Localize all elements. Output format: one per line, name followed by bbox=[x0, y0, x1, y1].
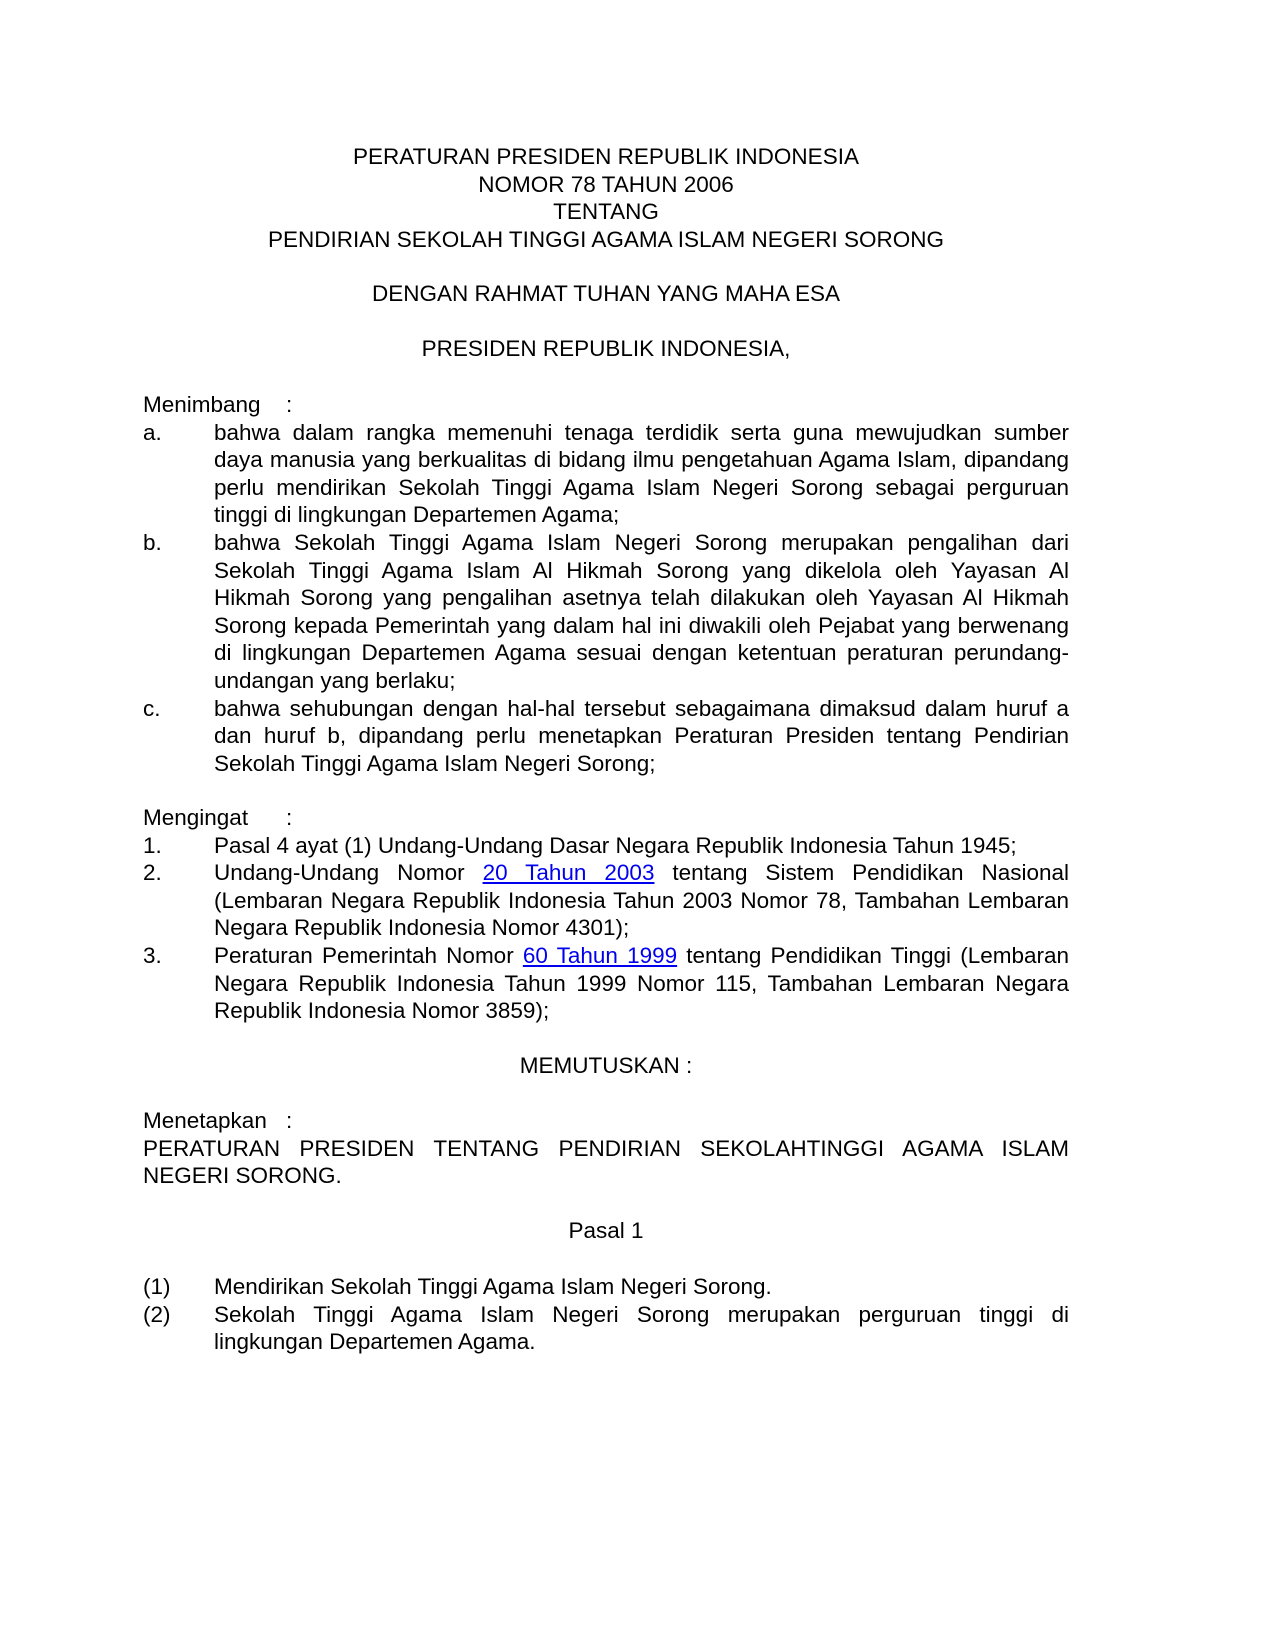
item-number: 1. bbox=[143, 832, 162, 858]
rahmat-line: DENGAN RAHMAT TUHAN YANG MAHA ESA bbox=[371, 281, 840, 306]
text-segment: Pasal 4 ayat (1) Undang-Undang Dasar Negara Republik Indonesia Tahun 1945; bbox=[214, 832, 1017, 858]
title-line: NOMOR 78 TAHUN 2006 bbox=[478, 171, 734, 197]
list-item bbox=[143, 529, 1069, 695]
colon: : bbox=[286, 805, 293, 830]
memutuskan-heading: MEMUTUSKAN : bbox=[519, 1053, 693, 1078]
item-text bbox=[214, 832, 1069, 860]
uu-20-2003-link[interactable]: 20 Tahun 2003 bbox=[482, 860, 655, 886]
colon: : bbox=[286, 392, 293, 417]
item-text: Sekolah Tinggi Agama Islam Negeri Sorong merupakan perguruan tinggi di lingkungan Departemen Agama. bbox=[214, 1301, 1069, 1355]
item-text: bahwa sehubungan dengan hal-hal tersebut sebagaimana dimaksud dalam huruf a dan huruf b, dipandang perlu menetapkan Peraturan Presiden tentang Pendirian Sekolah Tinggi Agama Islam Negeri Sorong; bbox=[214, 695, 1069, 776]
list-item bbox=[143, 419, 1069, 529]
list-item bbox=[143, 1301, 1069, 1356]
text-segment: Undang-Undang Nomor bbox=[214, 860, 483, 886]
title-line: PERATURAN PRESIDEN REPUBLIK INDONESIA bbox=[353, 144, 859, 169]
item-number: 2. bbox=[143, 860, 162, 886]
text-segment: tentang Pendidikan Tinggi (Lembaran Negara Republik Indonesia Tahun 1999 Nomor 115, Tambahan Lembaran Negara Republik Indonesia Nomor 3859); bbox=[214, 942, 1070, 1024]
item-number: c. bbox=[143, 695, 161, 721]
text-segment: tentang Sistem Pendidikan Nasional (Lembaran Negara Republik Indonesia Tahun 2003 Nomor 78, Tambahan Lembaran Negara Republik Indonesia Nomor 4301); bbox=[214, 860, 1069, 941]
menimbang-section bbox=[143, 391, 1069, 777]
mengingat-label: Mengingat bbox=[143, 805, 249, 830]
menimbang-label: Menimbang bbox=[143, 392, 261, 417]
colon: : bbox=[286, 1108, 293, 1133]
list-item bbox=[143, 859, 1069, 942]
item-number: a. bbox=[143, 419, 162, 445]
list-item bbox=[143, 832, 1069, 860]
list-item bbox=[143, 695, 1069, 778]
item-text: bahwa Sekolah Tinggi Agama Islam Negeri Sorong merupakan pengalihan dari Sekolah Tinggi Agama Islam Al Hikmah Sorong yang dikelola oleh Yayasan Al Hikmah Sorong yang pengalihan asetnya telah dilakukan oleh Yayasan Al Hikmah Sorong kepada Pemerintah yang dalam hal ini diwakili oleh Pejabat yang berwenang di lingkungan Departemen Agama sesuai dengan ketentuan peraturan perundang-undangan yang berlaku; bbox=[214, 529, 1069, 693]
item-text: Mendirikan Sekolah Tinggi Agama Islam Negeri Sorong. bbox=[214, 1274, 772, 1299]
text-segment: Peraturan Pemerintah Nomor bbox=[214, 942, 523, 968]
presiden-line: PRESIDEN REPUBLIK INDONESIA, bbox=[421, 336, 791, 361]
list-item bbox=[143, 942, 1069, 1025]
pasal-1-heading: Pasal 1 bbox=[568, 1218, 644, 1243]
menetapkan-label: Menetapkan bbox=[143, 1108, 267, 1133]
title-line: TENTANG bbox=[553, 199, 659, 225]
item-text: bahwa dalam rangka memenuhi tenaga terdidik serta guna mewujudkan sumber daya manusia yang berkualitas di bidang ilmu pengetahuan Agama Islam, dipandang perlu mendirikan Sekolah Tinggi Agama Islam Negeri Sorong sebagai perguruan tinggi di lingkungan Departemen Agama; bbox=[214, 419, 1069, 528]
list-item bbox=[143, 1273, 1069, 1301]
pasal-1-section bbox=[143, 1273, 1069, 1356]
item-text bbox=[214, 859, 1069, 942]
item-number: (2) bbox=[143, 1301, 171, 1327]
item-number: b. bbox=[143, 529, 162, 555]
pp-60-1999-link[interactable]: 60 Tahun 1999 bbox=[522, 942, 678, 968]
menetapkan-text: PERATURAN PRESIDEN TENTANG PENDIRIAN SEKOLAHTINGGI AGAMA ISLAM NEGERI SORONG. bbox=[143, 1135, 1069, 1189]
item-text bbox=[214, 942, 1069, 1025]
title-line: PENDIRIAN SEKOLAH TINGGI AGAMA ISLAM NEGERI SORONG bbox=[268, 226, 944, 252]
item-number: 3. bbox=[143, 942, 162, 968]
document-title bbox=[143, 143, 1069, 253]
mengingat-section bbox=[143, 804, 1069, 1025]
menetapkan-section bbox=[143, 1107, 1069, 1190]
item-number: (1) bbox=[143, 1274, 171, 1299]
